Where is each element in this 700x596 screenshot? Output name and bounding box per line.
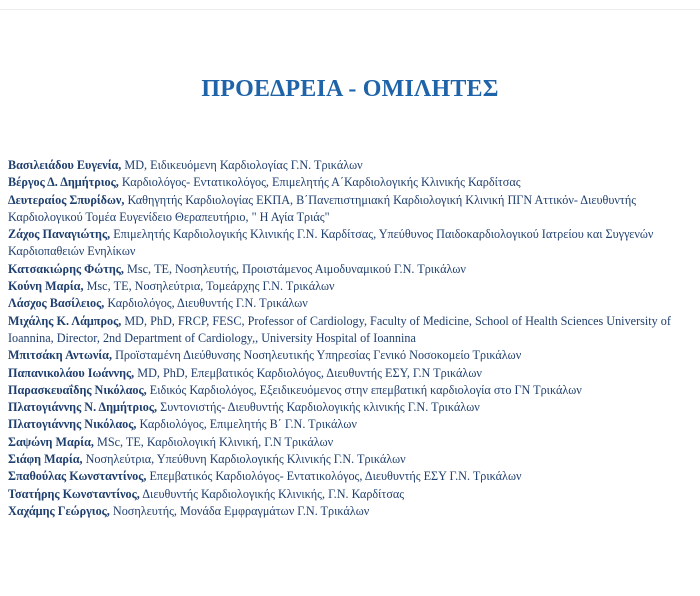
- list-item: [8, 174, 696, 191]
- list-item: [8, 295, 696, 312]
- speaker-list: [8, 157, 696, 520]
- list-item: [8, 451, 696, 468]
- speaker-name: Παρασκευαΐδης Νικόλαος,: [8, 382, 147, 397]
- speaker-details: Επιμελητής Καρδιολογικής Κλινικής Γ.Ν. Καρδίτσας, Υπεύθυνος Παιδοκαρδιολογικού Ιατρείου και Συγγενών Καρδιοπαθειών Ενηλίκων: [8, 227, 654, 259]
- list-item: [8, 313, 696, 348]
- list-item: [8, 416, 696, 433]
- list-item: [8, 486, 696, 503]
- speaker-details: Msc, ΤΕ, Νοσηλευτής, Προιστάμενος Αιμοδυναμικού Γ.Ν. Τρικάλων: [123, 261, 466, 276]
- list-item: [8, 192, 696, 227]
- speaker-details: Καρδιολόγος, Επιμελητής Β΄ Γ.Ν. Τρικάλων: [136, 417, 357, 432]
- speaker-details: Καρδιολόγος- Εντατικολόγος, Επιμελητής Α΄Καρδιολογικής Κλινικής Καρδίτσας: [118, 175, 521, 190]
- speaker-details: Ειδικός Καρδιολόγος, Εξειδικευόμενος στην επεμβατική καρδιολογία στο ΓΝ Τρικάλων: [146, 382, 582, 397]
- speaker-name: Λάσχος Βασίλειος,: [8, 296, 105, 311]
- speaker-name: Παπανικολάου Ιωάννης,: [8, 365, 135, 380]
- speaker-details: Καρδιολόγος, Διευθυντής Γ.Ν. Τρικάλων: [104, 296, 308, 311]
- speaker-name: Πλατογιάννης Νικόλαος,: [8, 417, 137, 432]
- speaker-name: Σπαθούλας Κωνσταντίνος,: [8, 469, 147, 484]
- speaker-name: Βασιλειάδου Ευγενία,: [8, 158, 122, 172]
- speaker-name: Μπιτσάκη Αντωνία,: [8, 348, 113, 363]
- list-item: [8, 434, 696, 451]
- speaker-details: MSc, TE, Καρδιολογική Κλινική, Γ.Ν Τρικάλων: [93, 434, 334, 449]
- speaker-details: Νοσηλεύτρια, Υπεύθυνη Καρδιολογικής Κλινικής Γ.Ν. Τρικάλων: [82, 452, 406, 467]
- list-item: [8, 347, 696, 364]
- list-item: [8, 278, 696, 295]
- speaker-name: Σαψώνη Μαρία,: [8, 434, 94, 449]
- list-item: [8, 382, 696, 399]
- list-item: [8, 157, 696, 174]
- speaker-name: Βέργος Δ. Δημήτριος,: [8, 175, 119, 190]
- speaker-details: MD, PhD, Επεμβατικός Καρδιολόγος, Διευθυντής ΕΣΥ, Γ.Ν Τρικάλων: [134, 365, 482, 380]
- list-item: [8, 226, 696, 261]
- list-item: [8, 399, 696, 416]
- speaker-details: Προϊσταμένη Διεύθυνσης Νοσηλευτικής Υπηρεσίας Γενικό Νοσοκομείο Τρικάλων: [112, 348, 522, 363]
- speaker-name: Δευτεραίος Σπυρίδων,: [8, 192, 125, 207]
- speaker-details: MD, Ειδικευόμενη Καρδιολογίας Γ.Ν. Τρικάλων: [121, 158, 363, 172]
- speaker-details: Διευθυντής Καρδιολογικής Κλινικής, Γ.Ν. Καρδίτσας: [139, 486, 405, 501]
- speaker-details: Συντονιστής- Διευθυντής Καρδιολογικής κλινικής Γ.Ν. Τρικάλων: [157, 400, 480, 415]
- speaker-name: Τσατήρης Κωνσταντίνος,: [8, 486, 140, 501]
- list-item: [8, 365, 696, 382]
- speaker-name: Ζάχος Παναγιώτης,: [8, 227, 111, 242]
- speaker-details: Νοσηλευτής, Μονάδα Εμφραγμάτων Γ.Ν. Τρικάλων: [109, 503, 370, 518]
- list-item: [8, 468, 696, 485]
- speaker-name: Χαχάμης Γεώργιος,: [8, 503, 110, 518]
- top-divider: [0, 9, 700, 10]
- speaker-name: Κατσακιώρης Φώτης,: [8, 261, 124, 276]
- speaker-name: Πλατογιάννης Ν. Δημήτριος,: [8, 400, 158, 415]
- speaker-name: Κούνη Μαρία,: [8, 279, 84, 294]
- speaker-details: Καθηγητής Καρδιολογίας ΕΚΠΑ, Β΄Πανεπιστημιακή Καρδιολογική Κλινική ΠΓΝ Αττικόν- Διευθυντής Καρδιολογικού Τομέα Ευγενίδειο Θεραπευτήριο, " Η Αγία Τριάς": [8, 192, 637, 224]
- list-item: [8, 261, 696, 278]
- page-title: ΠΡΟΕΔΡΕΙΑ - ΟΜΙΛΗΤΕΣ: [201, 76, 499, 103]
- list-item: [8, 503, 696, 520]
- speaker-details: Msc, ΤΕ, Νοσηλεύτρια, Τομεάρχης Γ.Ν. Τρικάλων: [83, 279, 335, 294]
- speaker-name: Μιχάλης Κ. Λάμπρος,: [8, 313, 122, 328]
- speaker-name: Σιάφη Μαρία,: [8, 452, 83, 467]
- speaker-details: MD, PhD, FRCP, FESC, Professor of Cardiology, Faculty of Medicine, School of Health Sciences University of Ioannina, Director, 2nd Department of Cardiology,, University Hospital of Ioannina: [8, 313, 671, 345]
- speaker-details: Επεμβατικός Καρδιολόγος- Εντατικολόγος, Διευθυντής ΕΣΥ Γ.Ν. Τρικάλων: [146, 469, 522, 484]
